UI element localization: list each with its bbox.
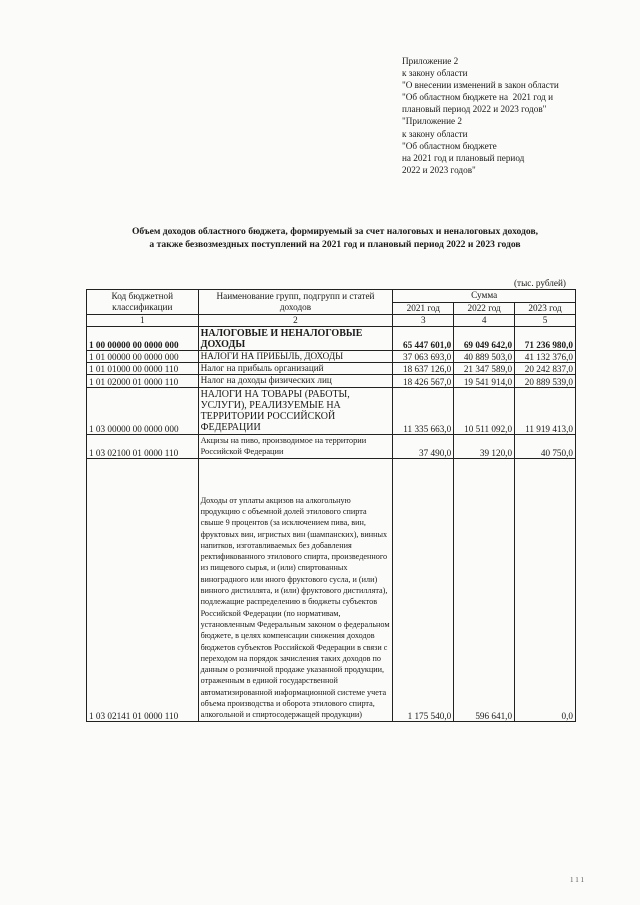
row-value-2021: 18 426 567,0 — [393, 375, 454, 387]
row-value-2021: 65 447 601,0 — [393, 327, 454, 351]
column-number: 4 — [454, 315, 515, 327]
table-row — [87, 375, 576, 387]
row-value-2022: 69 049 642,0 — [454, 327, 515, 351]
row-value-2022: 19 541 914,0 — [454, 375, 515, 387]
column-number: 1 — [87, 315, 199, 327]
row-value-2021: 1 175 540,0 — [393, 458, 454, 721]
row-name: НАЛОГИ НА ТОВАРЫ (РАБОТЫ, УСЛУГИ), РЕАЛИЗУЕМЫЕ НА ТЕРРИТОРИИ РОССИЙСКОЙ ФЕДЕРАЦИИ — [198, 387, 393, 434]
revenue-table — [86, 289, 576, 722]
row-name: Доходы от уплаты акцизов на алкогольную продукцию с объемной долей этилового спирта свыше 9 процентов (за исключением пива, вин, фруктовых вин, игристых вин (шампанских), винных напитков, изготавливаемых без добавления ректификованного этилового спирта, произведенного из пищевого сырья, и (или) спиртованных виноградного или иного фруктового сусла, и (или) винного дистиллята, и (или) фруктового дистиллята), подлежащие распределению в бюджеты субъектов Российской Федерации (по нормативам, установленным Федеральным законом о федеральном бюджете, в целях компенсации снижения доходов бюджетов субъектов Российской Федерации в связи с переходом на порядок зачисления таких доходов по данным о розничной продаже указанной продукции, отраженным в единой государственной автоматизированной информационной системе учета объема производства и оборота этилового спирта, алкогольной и спиртосодержащей продукции) — [198, 458, 393, 721]
row-value-2023: 41 132 376,0 — [515, 351, 576, 363]
row-name: НАЛОГОВЫЕ И НЕНАЛОГОВЫЕ ДОХОДЫ — [198, 327, 393, 351]
header-2021: 2021 год — [393, 302, 454, 315]
row-value-2022: 21 347 589,0 — [454, 363, 515, 375]
header-2022: 2022 год — [454, 302, 515, 315]
table-row — [87, 458, 576, 721]
row-value-2023: 40 750,0 — [515, 434, 576, 458]
row-name: Налог на прибыль организаций — [198, 363, 393, 375]
row-value-2022: 596 641,0 — [454, 458, 515, 721]
header-2023: 2023 год — [515, 302, 576, 315]
row-code: 1 01 01000 00 0000 110 — [87, 363, 199, 375]
row-value-2023: 71 236 980,0 — [515, 327, 576, 351]
row-value-2022: 10 511 092,0 — [454, 387, 515, 434]
row-code: 1 03 02100 01 0000 110 — [87, 434, 199, 458]
annex-reference: Приложение 2 к закону области "О внесении изменений в закон области "Об областном бюджете на 2021 год и плановый период 2022 и 2023 годов" "Приложение 2 к закону области "Об областном бюджете на 2021 год и плановый период 2022 и 2023 годов" — [402, 56, 559, 175]
row-value-2021: 11 335 663,0 — [393, 387, 454, 434]
header-name: Наименование групп, подгрупп и статей доходов — [198, 290, 393, 315]
column-number: 5 — [515, 315, 576, 327]
row-value-2023: 11 919 413,0 — [515, 387, 576, 434]
row-code: 1 01 00000 00 0000 000 — [87, 351, 199, 363]
column-number: 3 — [393, 315, 454, 327]
column-number: 2 — [198, 315, 393, 327]
row-name: НАЛОГИ НА ПРИБЫЛЬ, ДОХОДЫ — [198, 351, 393, 363]
column-number-row — [87, 315, 576, 327]
header-sum: Сумма — [393, 290, 576, 303]
page-number: 111 — [570, 876, 586, 884]
row-value-2023: 0,0 — [515, 458, 576, 721]
row-value-2022: 39 120,0 — [454, 434, 515, 458]
row-value-2021: 37 063 693,0 — [393, 351, 454, 363]
row-code: 1 03 02141 01 0000 110 — [87, 458, 199, 721]
row-code: 1 00 00000 00 0000 000 — [87, 327, 199, 351]
row-value-2022: 40 889 503,0 — [454, 351, 515, 363]
document-title: Объем доходов областного бюджета, формируемый за счет налоговых и неналоговых доходов, а также безвозмездных поступлений на 2021 год и плановый период 2022 и 2023 годов — [131, 226, 539, 250]
row-code: 1 03 00000 00 0000 000 — [87, 387, 199, 434]
table-row — [87, 434, 576, 458]
row-name: Акцизы на пиво, производимое на территории Российской Федерации — [198, 434, 393, 458]
table-row — [87, 387, 576, 434]
row-value-2023: 20 242 837,0 — [515, 363, 576, 375]
row-value-2021: 37 490,0 — [393, 434, 454, 458]
units-label: (тыс. рублей) — [514, 278, 566, 288]
row-value-2023: 20 889 539,0 — [515, 375, 576, 387]
table-row — [87, 327, 576, 351]
table-row — [87, 351, 576, 363]
row-name: Налог на доходы физических лиц — [198, 375, 393, 387]
row-value-2021: 18 637 126,0 — [393, 363, 454, 375]
header-row-1 — [87, 290, 576, 303]
header-code: Код бюджетной классификации — [87, 290, 199, 315]
row-code: 1 01 02000 01 0000 110 — [87, 375, 199, 387]
table-row — [87, 363, 576, 375]
